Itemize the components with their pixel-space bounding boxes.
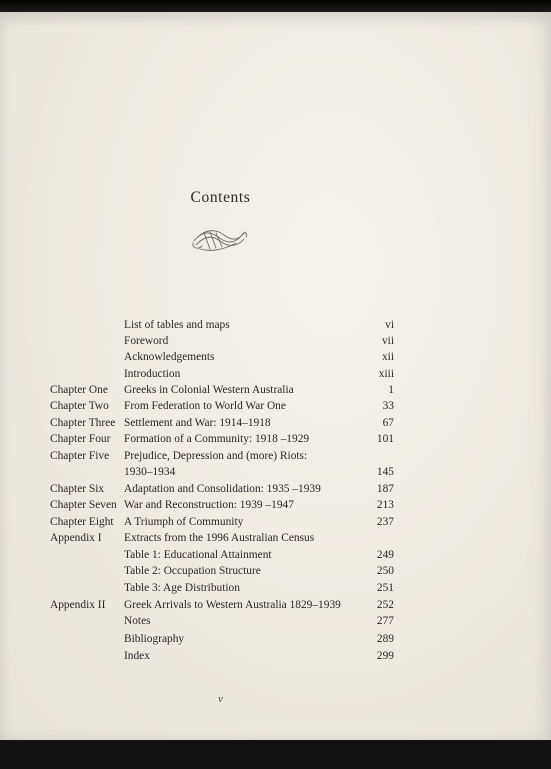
toc-entry xyxy=(0,530,551,546)
toc-page-number: 289 xyxy=(376,633,394,645)
toc-page-number: 33 xyxy=(382,400,394,412)
toc-page-number: 145 xyxy=(376,466,394,478)
toc-entry xyxy=(0,613,551,629)
toc-page-number: 237 xyxy=(376,516,394,528)
contents-heading: Contents xyxy=(190,189,251,206)
toc-entry-title: Greeks in Colonial Western Australia xyxy=(124,384,294,396)
toc-entry xyxy=(0,415,551,431)
toc-page-number: 101 xyxy=(376,433,394,445)
toc-chapter-label: Chapter Five xyxy=(50,450,110,462)
toc-chapter-label: Chapter Two xyxy=(50,400,109,412)
toc-entry-title: Table 3: Age Distribution xyxy=(124,582,240,594)
toc-entry-title: Foreword xyxy=(124,335,169,347)
toc-entry-title: Table 1: Educational Attainment xyxy=(124,549,272,561)
photo-top-edge xyxy=(0,0,551,12)
toc-entry-title: Table 2: Occupation Structure xyxy=(124,565,261,577)
toc-entry-title: Formation of a Community: 1918 –1929 xyxy=(124,433,310,445)
toc-page-number: 299 xyxy=(376,650,394,662)
toc-entry-title: Acknowledgements xyxy=(124,351,215,363)
toc-entry-title: Prejudice, Depression and (more) Riots: xyxy=(124,450,308,462)
toc-entry xyxy=(0,382,551,398)
toc-entry xyxy=(0,497,551,513)
toc-entry xyxy=(0,597,551,613)
toc-page-number: xiii xyxy=(378,368,394,380)
toc-entry-title: Greek Arrivals to Western Australia 1829–1939 xyxy=(124,599,341,611)
toc-chapter-label: Chapter Three xyxy=(50,417,116,429)
toc-entry-title: Adaptation and Consolidation: 1935 –1939 xyxy=(124,483,321,495)
toc-page-number: 251 xyxy=(376,582,394,594)
toc-chapter-label: Chapter Four xyxy=(50,433,111,445)
toc-page-number: 1 xyxy=(388,384,394,396)
toc-entry-title: Notes xyxy=(124,615,151,627)
toc-entry xyxy=(0,547,551,563)
page-number: v xyxy=(218,693,223,705)
toc-entry-title: Settlement and War: 1914–1918 xyxy=(124,417,271,429)
flourish-ornament-icon xyxy=(190,223,250,255)
toc-page-number: vii xyxy=(381,335,394,347)
toc-page-number: 67 xyxy=(382,417,394,429)
toc-entry-title: War and Reconstruction: 1939 –1947 xyxy=(124,499,294,511)
toc-chapter-label: Chapter Seven xyxy=(50,499,117,511)
toc-entry-title: 1930–1934 xyxy=(124,466,176,478)
toc-entry xyxy=(0,431,551,447)
toc-entry xyxy=(0,448,551,464)
toc-entry xyxy=(0,648,551,664)
toc-entry-title: Bibliography xyxy=(124,633,185,645)
toc-entry xyxy=(0,398,551,414)
toc-chapter-label: Chapter One xyxy=(50,384,108,396)
toc-page-number: xii xyxy=(381,351,394,363)
toc-entry xyxy=(0,631,551,647)
toc-entry-title: Index xyxy=(124,650,150,662)
toc-chapter-label: Appendix II xyxy=(50,599,106,611)
toc-entry-title: List of tables and maps xyxy=(124,319,230,331)
toc-entry-title: Introduction xyxy=(124,368,181,380)
toc-entry xyxy=(0,481,551,497)
toc-page-number: vi xyxy=(385,319,394,331)
toc-chapter-label: Chapter Six xyxy=(50,483,105,495)
toc-entry-title: Extracts from the 1996 Australian Census xyxy=(124,532,315,544)
toc-chapter-label: Appendix I xyxy=(50,532,102,544)
toc-entry xyxy=(0,464,551,480)
toc-page-number: 187 xyxy=(376,483,394,495)
toc-page-number: 250 xyxy=(376,565,394,577)
toc-entry-title: A Triumph of Community xyxy=(124,516,244,528)
toc-entry xyxy=(0,317,551,333)
toc-page-number: 277 xyxy=(376,615,394,627)
toc-page-number: 249 xyxy=(376,549,394,561)
toc-entry xyxy=(0,580,551,596)
toc-page-number: 213 xyxy=(376,499,394,511)
toc-entry xyxy=(0,563,551,579)
toc-entry xyxy=(0,349,551,365)
toc-entry xyxy=(0,514,551,530)
toc-entry xyxy=(0,366,551,382)
toc-entry-title: From Federation to World War One xyxy=(124,400,286,412)
toc-chapter-label: Chapter Eight xyxy=(50,516,114,528)
toc-entry xyxy=(0,333,551,349)
toc-page-number: 252 xyxy=(376,599,394,611)
